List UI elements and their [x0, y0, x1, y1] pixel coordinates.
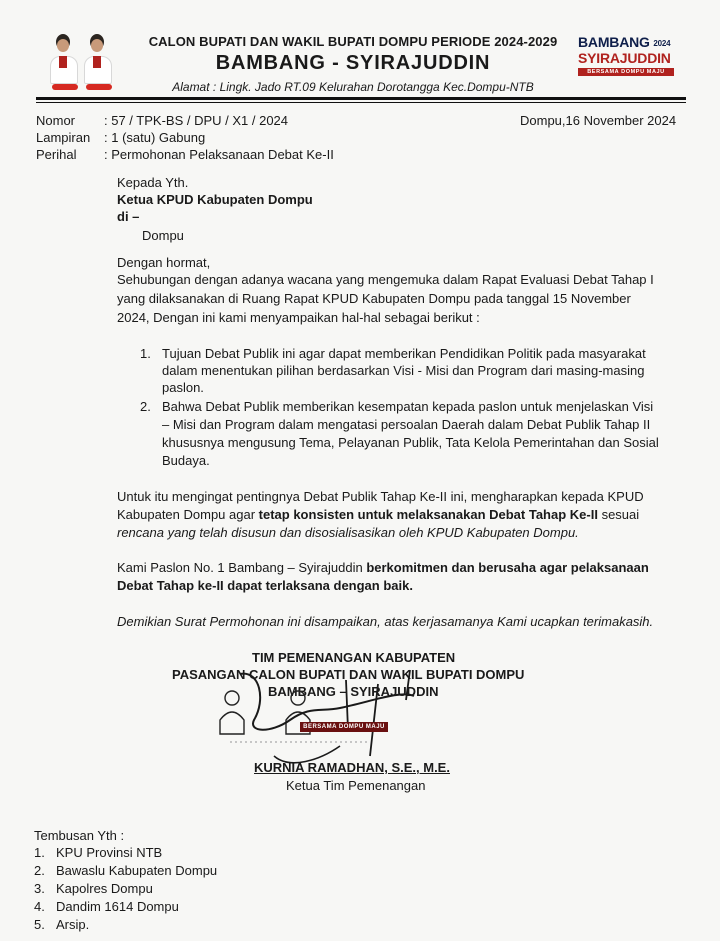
- header-title: CALON BUPATI DAN WAKIL BUPATI DOMPU PERIODE 2024-2029: [148, 34, 558, 49]
- greeting: Dengan hormat,: [117, 255, 211, 270]
- point-line: Bahwa Debat Publik memberikan kesempatan kepada paslon untuk menjelaskan Visi: [162, 399, 654, 414]
- para2-line: Untuk itu mengingat pentingnya Debat Publik Tahap Ke-II ini, mengharapkan kepada KPUD: [117, 489, 644, 504]
- stamp-figure-1: [225, 691, 239, 705]
- point-line: khususnya mengusung Tema, Pelayanan Publik, Tata Kelola Pemerintahan dan Sosial: [162, 435, 659, 450]
- para3-line: [117, 560, 649, 576]
- tembusan-item: Dandim 1614 Dompu: [56, 899, 179, 914]
- signer-role: Ketua Tim Pemenangan: [286, 778, 426, 793]
- point-line: Budaya.: [162, 453, 210, 468]
- tembusan-number: 3.: [34, 881, 45, 896]
- signature-pair: PASANGAN CALON BUPATI DAN WAKIL BUPATI DOMPU: [172, 667, 525, 682]
- stamp-figure-2: [291, 691, 305, 705]
- para3-emphasis: berkomitmen dan berusaha agar pelaksanaan: [366, 560, 649, 575]
- candidate-1-photo: [57, 39, 69, 52]
- header-rule-thin: [36, 102, 686, 103]
- logo-text-top: BAMBANG: [578, 34, 650, 50]
- recipient-name: Ketua KPUD Kabupaten Dompu: [117, 192, 313, 207]
- signature-team: TIM PEMENANGAN KABUPATEN: [252, 650, 456, 665]
- point-number: 1.: [140, 346, 151, 361]
- letter-date: Dompu,16 November 2024: [520, 113, 677, 128]
- signer-name: KURNIA RAMADHAN, S.E., M.E.: [254, 760, 450, 775]
- tembusan-item: KPU Provinsi NTB: [56, 845, 163, 860]
- nomor-label: Nomor: [36, 113, 76, 128]
- tembusan-number: 5.: [34, 917, 45, 932]
- tembusan-item: Bawaslu Kabupaten Dompu: [56, 863, 218, 878]
- para2-line: rencana yang telah disusun dan disosialisasikan oleh KPUD Kabupaten Dompu.: [117, 525, 579, 540]
- stamp-tagline: BERSAMA DOMPU MAJU: [300, 722, 388, 732]
- para2-text: sesuai: [597, 507, 640, 522]
- intro-line: Sehubungan dengan adanya wacana yang mengemuka dalam Rapat Evaluasi Debat Tahap I: [117, 272, 654, 287]
- handwritten-signature: [170, 660, 430, 770]
- para2-text: Kabupaten Dompu agar: [117, 507, 259, 522]
- para3-line: Debat Tahap ke-II dapat terlaksana dengan baik.: [117, 578, 413, 593]
- para3-text: Kami Paslon No. 1 Bambang – Syirajuddin: [117, 560, 367, 575]
- campaign-logo: [578, 35, 674, 87]
- point-line: paslon.: [162, 380, 204, 395]
- logo-text-mid: SYIRAJUDDIN: [578, 49, 671, 66]
- recipient-place: Dompu: [142, 228, 184, 243]
- tembusan-number: 1.: [34, 845, 45, 860]
- intro-line: 2024, Dengan ini kami menyampaikan hal-hal sebagai berikut :: [117, 310, 480, 325]
- perihal-label: Perihal: [36, 147, 77, 162]
- header-rule-thick: [36, 97, 686, 100]
- point-number: 2.: [140, 399, 151, 414]
- tembusan-number: 2.: [34, 863, 45, 878]
- recipient-to: Kepada Yth.: [117, 175, 189, 190]
- candidate-photos: [48, 26, 118, 92]
- header-address: Alamat : Lingk. Jado RT.09 Kelurahan Dorotangga Kec.Dompu-NTB: [172, 80, 534, 94]
- point-line: Tujuan Debat Publik ini agar dapat memberikan Pendidikan Politik pada masyarakat: [162, 346, 646, 361]
- perihal-value: : Permohonan Pelaksanaan Debat Ke-II: [104, 147, 334, 162]
- tembusan-item: Arsip.: [56, 917, 90, 932]
- para2-emphasis: tetap konsisten untuk melaksanakan Debat Tahap Ke-II: [258, 507, 598, 522]
- tembusan-title: Tembusan Yth :: [34, 828, 125, 843]
- para2-line: [117, 507, 639, 523]
- candidate-2-photo: [91, 39, 103, 52]
- nomor-value: : 57 / TPK-BS / DPU / X1 / 2024: [104, 113, 289, 128]
- recipient-di: di –: [117, 209, 140, 224]
- logo-year: 2024: [653, 38, 671, 48]
- lampiran-label: Lampiran: [36, 130, 91, 145]
- point-line: dalam menentukan pilihan berdasarkan Visi - Misi dan Program dari masing-masing: [162, 363, 645, 378]
- header-candidates: BAMBANG - SYIRAJUDDIN: [215, 52, 491, 74]
- logo-tagline: BERSAMA DOMPU MAJU: [578, 68, 674, 76]
- intro-line: yang dilaksanakan di Ruang Rapat KPUD Kabupaten Dompu pada tanggal 15 November: [117, 291, 631, 306]
- point-line: – Misi dan Program dalam mengatasi persoalan Daerah dalam Debat Publik Tahap II: [162, 417, 651, 432]
- lampiran-value: : 1 (satu) Gabung: [104, 130, 206, 145]
- tembusan-number: 4.: [34, 899, 45, 914]
- closing-line: Demikian Surat Permohonan ini disampaikan, atas kerjasamanya Kami ucapkan terimakasih.: [117, 614, 654, 629]
- tembusan-item: Kapolres Dompu: [56, 881, 153, 896]
- signature-candidates: BAMBANG – SYIRAJUDDIN: [268, 684, 439, 699]
